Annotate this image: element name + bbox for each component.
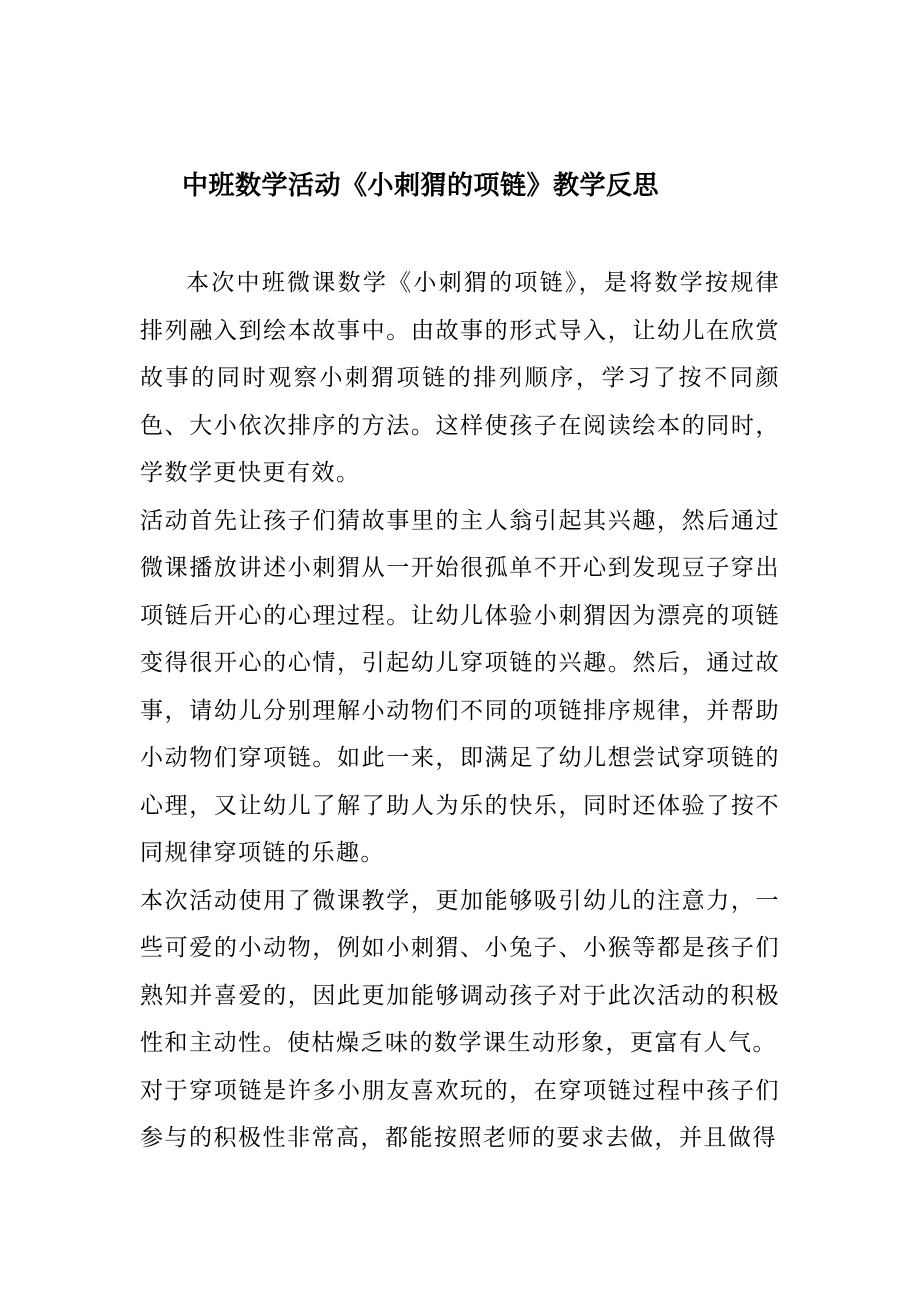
document-body <box>140 260 780 1163</box>
paragraph-activity-process: 活动首先让孩子们猜故事里的主人翁引起其兴趣，然后通过微课播放讲述小刺猬从一开始很孤单不开心到发现豆子穿出项链后开心的心理过程。让幼儿体验小刺猬因为漂亮的项链变得很开心的心情，引起幼儿穿项链的兴趣。然后，通过故事，请幼儿分别理解小动物们不同的项链排序规律，并帮助小动物们穿项链。如此一来，即满足了幼儿想尝试穿项链的心理，又让幼儿了解了助人为乐的快乐，同时还体验了按不同规律穿项链的乐趣。 <box>140 507 780 866</box>
paragraph-necklace-threading: 对于穿项链是许多小朋友喜欢玩的，在穿项链过程中孩子们参与的积极性非常高，都能按照老师的要求去做，并且做得 <box>140 1077 780 1151</box>
paragraph-micro-lesson: 本次活动使用了微课教学，更加能够吸引幼儿的注意力，一些可爱的小动物，例如小刺猬、小兔子、小猴等都是孩子们熟知并喜爱的，因此更加能够调动孩子对于此次活动的积极性和主动性。使枯燥乏味的数学课生动形象，更富有人气。 <box>140 887 780 1056</box>
paragraph-intro: 本次中班微课数学《小刺猬的项链》，是将数学按规律排列融入到绘本故事中。由故事的形式导入，让幼儿在欣赏故事的同时观察小刺猬项链的排列顺序，学习了按不同颜色、大小依次排序的方法。这样使孩子在阅读绘本的同时，学数学更快更有效。 <box>140 270 780 486</box>
document-title: 中班数学活动《小刺猬的项链》教学反思 <box>182 171 660 201</box>
